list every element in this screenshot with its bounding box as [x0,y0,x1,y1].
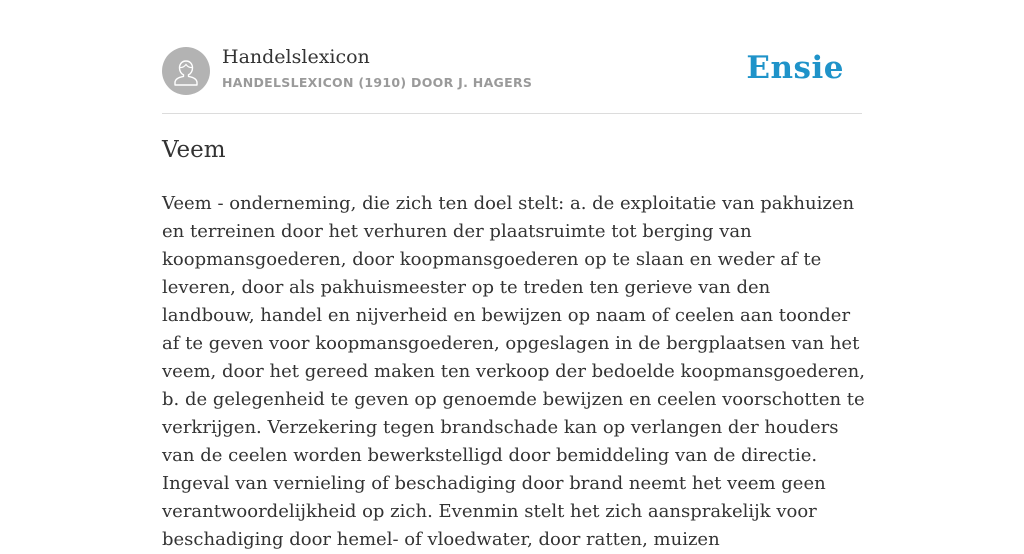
ensie-logo-link[interactable]: Ensie [746,50,844,86]
page [162,0,865,550]
source-title[interactable]: Handelslexicon [222,46,370,68]
header [162,0,862,114]
user-placeholder-icon [162,47,210,95]
source-avatar[interactable] [162,47,210,95]
entry-body: Veem - onderneming, die zich ten doel stelt: a. de exploitatie van pakhuizen en terreinen door het verhuren der plaatsruimte tot berging van koopmansgoederen, door koopmansgoederen op te slaan en weder af te leveren, door als pakhuismeester op te treden ten gerieve van den landbouw, handel en nijverheid en bewijzen op naam of ceelen aan toonder af te geven voor koopmansgoederen, opgeslagen in de bergplaatsen van het veem, door het gereed maken ten verkoop der bedoelde koopmansgoederen, b. de gelegenheid te geven op genoemde bewijzen en ceelen voorschotten te verkrijgen. Verzekering tegen brandschade kan op verlangen der houders van de ceelen worden bewerkstelligd door bemiddeling van de directie. Ingeval van vernieling of beschadiging door brand neemt het veem geen verantwoordelijkheid op zich. Evenmin stelt het zich aansprakelijk voor beschadiging door hemel- of vloedwater, door ratten, muizen [162,193,865,550]
source-subtitle[interactable]: HANDELSLEXICON (1910) DOOR J. HAGERS [222,75,533,90]
entry-title: Veem [162,137,226,163]
